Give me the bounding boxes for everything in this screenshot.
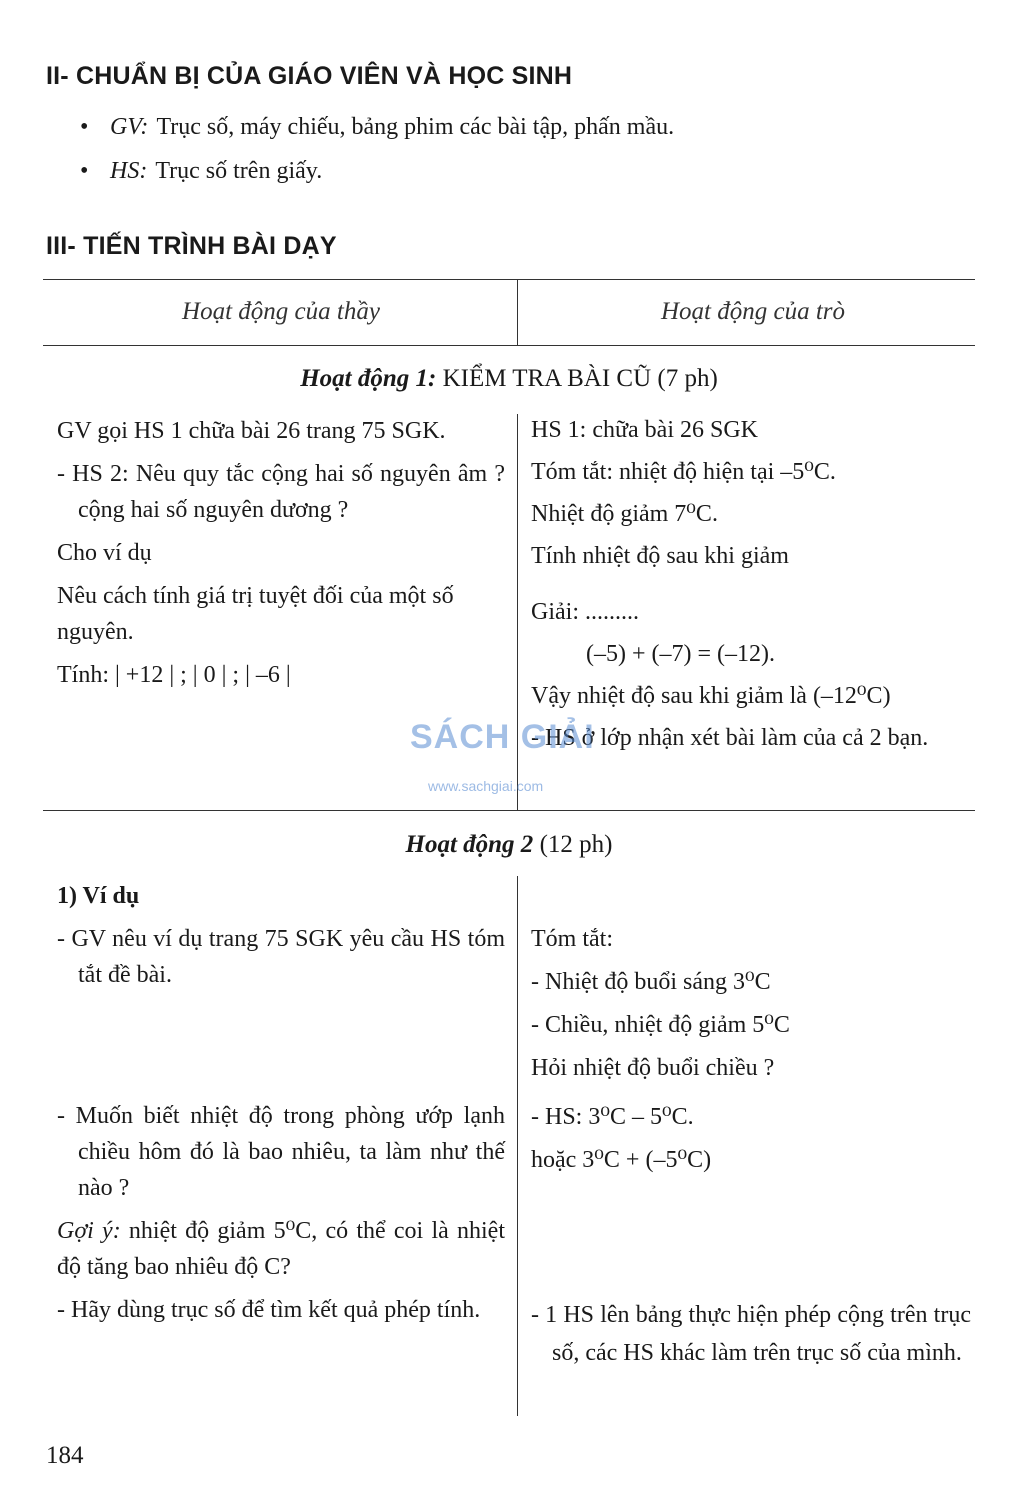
column-header-student: Hoạt động của trò	[660, 298, 846, 325]
student-text: - HS ở lớp nhận xét bài làm của cả 2 bạn.	[531, 725, 929, 751]
student-text: - Chiều, nhiệt độ giảm 5⁰C	[531, 1012, 790, 1038]
page-number: 184	[46, 1442, 84, 1469]
activity-1-label: Hoạt động 1:	[300, 365, 437, 392]
watermark-url: www.sachgiai.com	[428, 778, 544, 794]
teacher-text: - Hãy dùng trục số để tìm kết quả phép tính.	[57, 1297, 481, 1323]
activity-1-title	[43, 365, 975, 393]
bullet-text: Trục số trên giấy.	[155, 158, 323, 184]
activity-2-label: Hoạt động 2	[405, 831, 534, 858]
student-text: Giải: .........	[531, 599, 639, 625]
student-text: - 1 HS lên bảng thực hiện phép cộng trên trục số, các HS khác làm trên trục số của mình.	[531, 1302, 971, 1366]
teacher-text: - HS 2: Nêu quy tắc cộng hai số nguyên âm ? cộng hai số nguyên dương ?	[57, 461, 505, 523]
bullet-label: HS:	[110, 158, 148, 184]
column-header-teacher: Hoạt động của thầy	[182, 298, 380, 325]
bullet-text: Trục số, máy chiếu, bảng phim các bài tập, phấn mầu.	[156, 114, 675, 140]
section-2-heading: II- CHUẨN BỊ CỦA GIÁO VIÊN VÀ HỌC SINH	[46, 62, 573, 90]
bullet-item-hs	[80, 158, 322, 185]
activity-2-text: (12 ph)	[539, 831, 613, 858]
hint-paragraph	[57, 1213, 505, 1285]
student-text: HS 1: chữa bài 26 SGK	[531, 417, 758, 443]
student-text: - HS: 3⁰C – 5⁰C.	[531, 1104, 694, 1130]
student-text: Hỏi nhiệt độ buổi chiều ?	[531, 1055, 775, 1081]
section-3-heading: III- TIẾN TRÌNH BÀI DẠY	[46, 232, 337, 260]
bullet-item-gv	[80, 114, 674, 141]
activity-2-title	[43, 831, 975, 859]
activity-2-teacher-column-2	[57, 1098, 505, 1335]
student-text: Tóm tắt: nhiệt độ hiện tại –5⁰C.	[531, 459, 836, 485]
bullet-label: GV:	[110, 114, 149, 140]
student-text: Vậy nhiệt độ sau khi giảm là (–12⁰C)	[531, 683, 891, 709]
teacher-text: - GV nêu ví dụ trang 75 SGK yêu cầu HS tóm tắt đề bài.	[57, 926, 505, 988]
activity-1-bottom-rule	[43, 810, 975, 811]
teacher-text: Tính: | +12 | ; | 0 | ; | –6 |	[57, 662, 291, 688]
student-text: Tóm tắt:	[531, 926, 613, 952]
teacher-text: Cho ví dụ	[57, 540, 152, 566]
bullet-icon: •	[80, 114, 89, 140]
table-top-rule	[43, 279, 975, 280]
activity-1-text: KIỂM TRA BÀI CŨ (7 ph)	[442, 365, 718, 392]
activity-2-student-column	[531, 921, 971, 1185]
hint-text: nhiệt độ giảm 5⁰C, có thể coi là nhiệt độ tăng bao nhiêu độ C?	[57, 1218, 505, 1280]
bullet-icon: •	[80, 158, 89, 184]
activity-2-teacher-column	[57, 878, 505, 1000]
student-text: - Nhiệt độ buổi sáng 3⁰C	[531, 969, 771, 995]
activity-1-student-column	[531, 413, 971, 763]
subheading-example: 1) Ví dụ	[57, 883, 140, 909]
activity-2-divider	[517, 876, 518, 1416]
activity-2-student-column-2	[531, 1296, 971, 1379]
header-bottom-rule	[43, 345, 975, 346]
student-text: hoặc 3⁰C + (–5⁰C)	[531, 1147, 712, 1173]
watermark-logo: SÁCH GIẢI	[410, 718, 595, 756]
student-equation: (–5) + (–7) = (–12).	[586, 641, 776, 667]
activity-1-teacher-column	[57, 413, 505, 700]
hint-label: Gợi ý:	[57, 1218, 121, 1244]
teacher-text: Nêu cách tính giá trị tuyệt đối của một số nguyên.	[57, 583, 454, 645]
teacher-text: GV gọi HS 1 chữa bài 26 trang 75 SGK.	[57, 418, 446, 444]
student-text: Tính nhiệt độ sau khi giảm	[531, 543, 789, 569]
teacher-text: - Muốn biết nhiệt độ trong phòng ướp lạnh chiều hôm đó là bao nhiêu, ta làm như thế nào ?	[57, 1103, 505, 1201]
student-text: Nhiệt độ giảm 7⁰C.	[531, 501, 718, 527]
